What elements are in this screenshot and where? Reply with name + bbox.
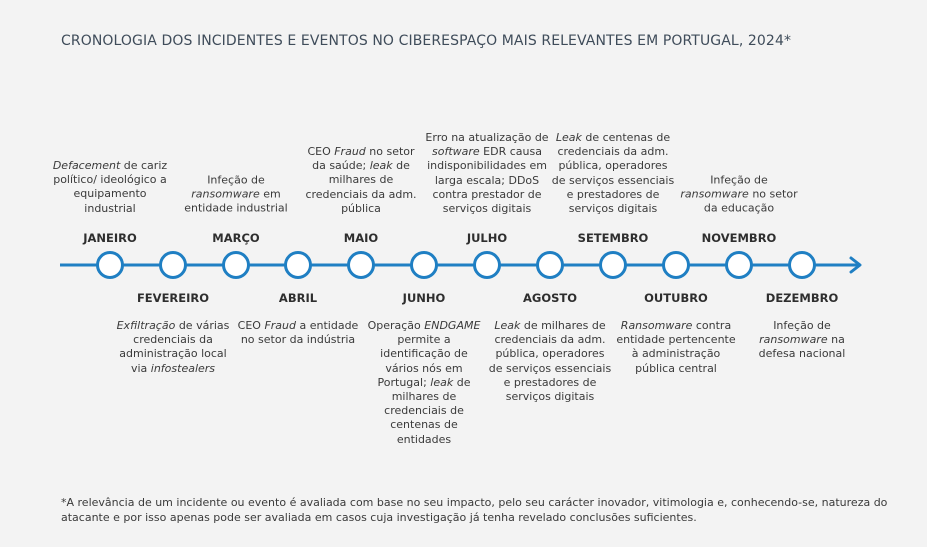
month-label: MAIO bbox=[343, 231, 379, 245]
event-description-text: Ransomware bbox=[620, 319, 693, 332]
event-description bbox=[111, 319, 235, 376]
event-description-text: permite a identificação de vários nós em Portugal; bbox=[377, 333, 468, 389]
event-description bbox=[551, 131, 675, 216]
event-description-text: de milhares de credenciais da adm. pública bbox=[305, 159, 417, 215]
timeline-node-1 bbox=[161, 253, 186, 278]
event-description-text: a entidade no setor da indústria bbox=[240, 319, 359, 347]
timeline-node-4 bbox=[349, 253, 374, 278]
timeline-node-6 bbox=[475, 253, 500, 278]
event-description-text: ransomware bbox=[191, 187, 260, 201]
event-description-text: leak bbox=[430, 375, 454, 389]
page-title: CRONOLOGIA DOS INCIDENTES E EVENTOS NO CIBERESPAÇO MAIS RELEVANTES EM PORTUGAL, 2024* bbox=[61, 33, 792, 49]
event-description bbox=[48, 159, 172, 216]
event-description-text: de centenas de credenciais da adm. pública, operadores de serviços essenciais e prestadores de serviços digitais bbox=[551, 130, 675, 215]
event-description bbox=[677, 173, 801, 216]
event-description-text: ENDGAME bbox=[424, 319, 481, 332]
event-description bbox=[236, 319, 360, 347]
event-description-text: leak bbox=[369, 159, 393, 173]
month-label: AGOSTO bbox=[522, 291, 578, 305]
event-description-text: no setor da educação bbox=[703, 187, 798, 215]
event-description-text: de milhares de credenciais de centenas de entidades bbox=[384, 375, 471, 446]
event-description-text: CEO bbox=[237, 319, 265, 332]
event-description bbox=[740, 319, 864, 362]
event-description-text: Infeção de bbox=[773, 319, 831, 332]
month-label: JANEIRO bbox=[83, 231, 137, 245]
event-description bbox=[174, 173, 298, 216]
event-description-text: infostealers bbox=[150, 361, 216, 375]
event-description-text: no setor da saúde; bbox=[312, 144, 415, 173]
timeline-node-9 bbox=[664, 253, 689, 278]
event-description-text: Exfiltração bbox=[116, 319, 176, 332]
event-description bbox=[425, 131, 549, 216]
month-label: JUNHO bbox=[402, 291, 446, 305]
event-description-text: Infeção de bbox=[207, 173, 265, 187]
timeline-node-3 bbox=[286, 253, 311, 278]
event-description-text: em entidade industrial bbox=[184, 187, 288, 215]
month-label: SETEMBRO bbox=[577, 231, 649, 245]
month-label: MARÇO bbox=[212, 231, 260, 245]
event-description-text: Leak bbox=[494, 319, 521, 332]
timeline-node-0 bbox=[98, 253, 123, 278]
event-description bbox=[362, 319, 486, 447]
timeline-node-7 bbox=[538, 253, 563, 278]
event-description-text: Defacement bbox=[52, 159, 121, 173]
event-description-text: CEO bbox=[307, 144, 335, 158]
event-description-text: contra entidade pertencente à administração pública central bbox=[616, 319, 736, 375]
event-description-text: de milhares de credenciais da adm. pública, operadores de serviços essenciais e prestadores de serviços digitais bbox=[488, 319, 612, 404]
timeline-node-8 bbox=[601, 253, 626, 278]
timeline-node-10 bbox=[727, 253, 752, 278]
event-description-text: EDR causa indisponibilidades em larga escala; DDoS contra prestador de serviços digitais bbox=[427, 144, 547, 215]
event-description bbox=[299, 145, 423, 216]
timeline-node-11 bbox=[790, 253, 815, 278]
event-description-text: de cariz político/ ideológico a equipamento industrial bbox=[53, 159, 168, 215]
event-description-text: de várias credenciais da administração local via bbox=[119, 319, 230, 375]
month-label: FEVEREIRO bbox=[136, 291, 210, 305]
month-label: ABRIL bbox=[278, 291, 318, 305]
event-description bbox=[614, 319, 738, 376]
month-label: NOVEMBRO bbox=[701, 231, 777, 245]
month-label: JULHO bbox=[466, 231, 508, 245]
event-description-text: Infeção de bbox=[710, 173, 768, 187]
event-description-text: Operação bbox=[367, 319, 425, 332]
timeline-node-2 bbox=[224, 253, 249, 278]
event-description-text: software bbox=[432, 144, 480, 158]
event-description-text: ransomware bbox=[680, 187, 749, 201]
footnote: *A relevância de um incidente ou evento é avaliada com base no seu impacto, pelo seu carácter inovador, vitimologia e, conhecendo-se, natureza do atacante e por isso apenas pode ser avaliada em casos cuja investigação já tenha revelado conclusões suficientes. bbox=[61, 496, 888, 524]
event-description-text: Erro na atualização de bbox=[425, 130, 549, 144]
event-description-text: Fraud bbox=[264, 319, 296, 332]
event-description-text: ransomware bbox=[759, 333, 828, 347]
event-description-text: Fraud bbox=[334, 144, 366, 158]
event-description-text: na defesa nacional bbox=[758, 333, 846, 361]
month-label: OUTUBRO bbox=[644, 291, 708, 305]
month-label: DEZEMBRO bbox=[765, 291, 839, 305]
timeline-node-5 bbox=[412, 253, 437, 278]
event-description-text: Leak bbox=[555, 130, 582, 144]
event-description bbox=[488, 319, 612, 404]
